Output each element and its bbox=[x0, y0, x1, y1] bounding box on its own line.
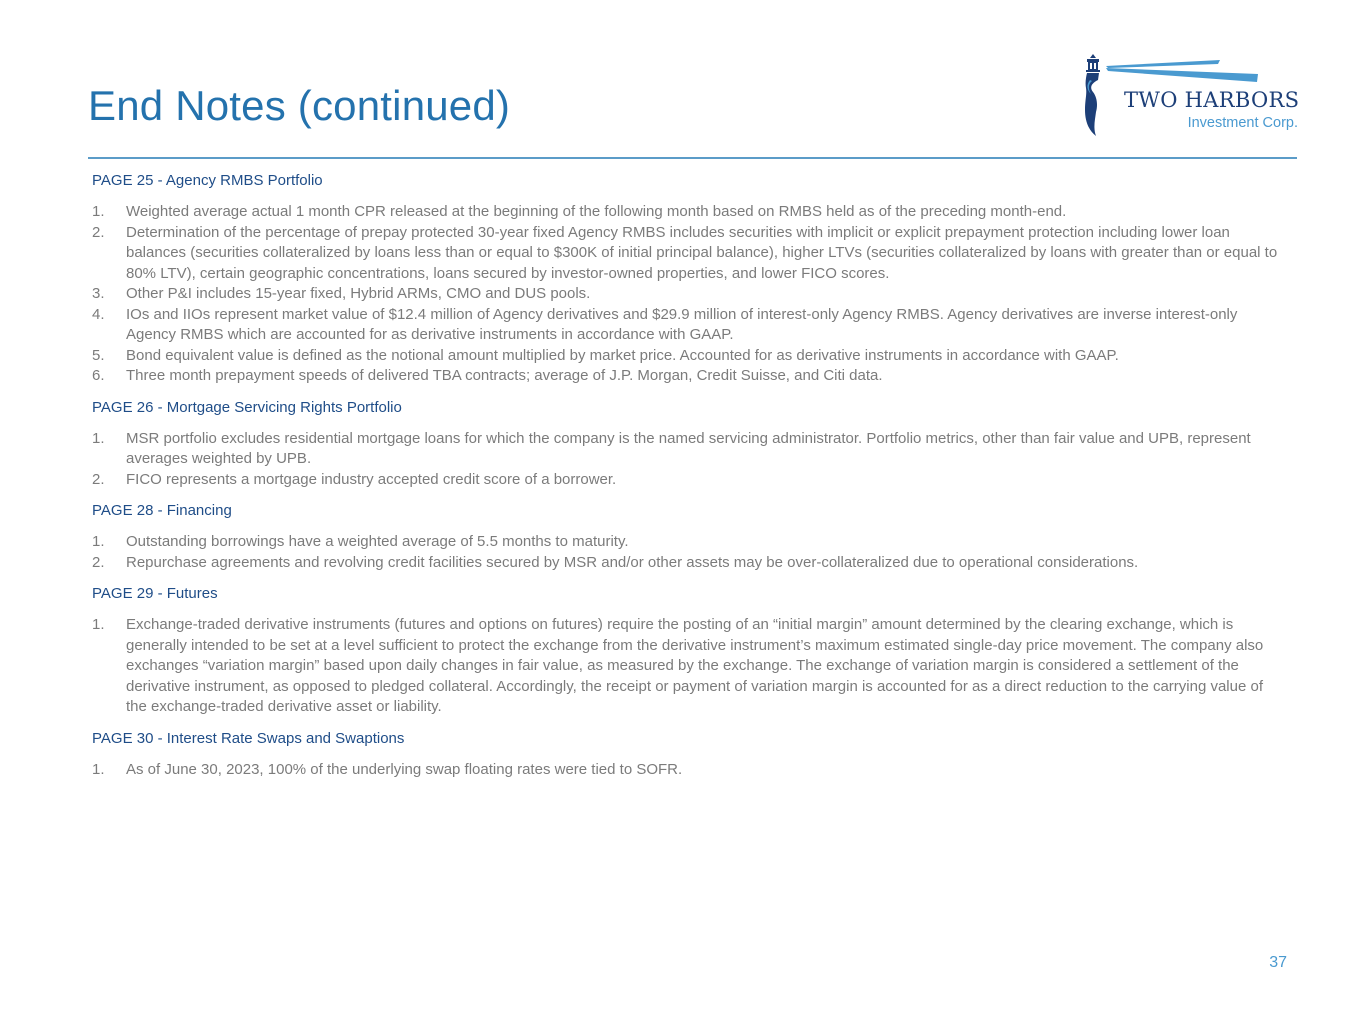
note-number: 1. bbox=[92, 203, 105, 220]
note-text: Outstanding borrowings have a weighted average of 5.5 months to maturity. bbox=[126, 533, 629, 550]
notes-list-page-30 bbox=[92, 760, 1282, 781]
note-number: 1. bbox=[92, 533, 105, 550]
list-item bbox=[92, 305, 1282, 346]
note-number: 1. bbox=[92, 760, 105, 778]
note-number: 5. bbox=[92, 346, 105, 364]
page-title: End Notes (continued) bbox=[88, 82, 511, 129]
note-text: Determination of the percentage of prepay protected 30-year fixed Agency RMBS includes securities with implicit or explicit prepayment protection including lower loan balances (securities collateralized by loans less than or equal to $300K of initial principal balance), higher LTVs (securities collateralized by loans with greater than or equal to 80% LTV), certain geographic concentrations, loans secured by investor-owned properties, and lower FICO scores. bbox=[126, 223, 1278, 282]
section-heading-page-25: PAGE 25 - Agency RMBS Portfolio bbox=[92, 172, 323, 189]
logo-name: TWO HARBORS bbox=[1124, 88, 1300, 112]
notes-list-page-29 bbox=[92, 615, 1282, 718]
note-number: 1. bbox=[92, 429, 105, 447]
header-divider bbox=[88, 157, 1297, 159]
note-number: 1. bbox=[92, 616, 105, 633]
note-number: 2. bbox=[92, 223, 105, 241]
section-heading-page-30: PAGE 30 - Interest Rate Swaps and Swaptions bbox=[92, 729, 405, 747]
list-item bbox=[92, 223, 1282, 285]
notes-list-page-25 bbox=[92, 202, 1282, 387]
note-text: Three month prepayment speeds of delivered TBA contracts; average of J.P. Morgan, Credit Suisse, and Citi data. bbox=[126, 367, 883, 384]
section-heading-page-26: PAGE 26 - Mortgage Servicing Rights Portfolio bbox=[92, 398, 402, 416]
list-item bbox=[92, 366, 1282, 387]
list-item bbox=[92, 532, 1282, 553]
note-text: Other P&I includes 15-year fixed, Hybrid ARMs, CMO and DUS pools. bbox=[126, 285, 591, 302]
section-heading-page-28: PAGE 28 - Financing bbox=[92, 502, 232, 519]
logo-subtitle: Investment Corp. bbox=[1187, 115, 1298, 131]
list-item bbox=[92, 615, 1282, 718]
notes-list-page-26 bbox=[92, 429, 1282, 491]
note-number: 2. bbox=[92, 470, 105, 488]
note-text: MSR portfolio excludes residential mortgage loans for which the company is the named servicing administrator. Portfolio metrics, other than fair value and UPB, represent averages weighted by UPB. bbox=[126, 429, 1251, 467]
list-item bbox=[92, 470, 1282, 491]
list-item bbox=[92, 284, 1282, 305]
list-item bbox=[92, 202, 1282, 223]
list-item bbox=[92, 346, 1282, 367]
page-number: 37 bbox=[1269, 954, 1287, 971]
two-harbors-logo bbox=[1076, 50, 1306, 142]
note-text: FICO represents a mortgage industry accepted credit score of a borrower. bbox=[126, 470, 617, 488]
list-item bbox=[92, 429, 1282, 470]
note-text: Bond equivalent value is defined as the notional amount multiplied by market price. Accounted for as derivative instruments in accordance with GAAP. bbox=[126, 346, 1119, 364]
notes-list-page-28 bbox=[92, 532, 1282, 573]
note-number: 2. bbox=[92, 553, 105, 571]
note-number: 6. bbox=[92, 367, 105, 384]
note-text: As of June 30, 2023, 100% of the underlying swap floating rates were tied to SOFR. bbox=[126, 760, 683, 778]
note-number: 3. bbox=[92, 285, 105, 302]
note-text: Repurchase agreements and revolving credit facilities secured by MSR and/or other assets may be over-collateralized due to operational considerations. bbox=[126, 553, 1139, 571]
list-item bbox=[92, 760, 1282, 781]
note-text: IOs and IIOs represent market value of $12.4 million of Agency derivatives and $29.9 million of interest-only Agency RMBS. Agency derivatives are inverse interest-only Agency RMBS which are accounted for as derivative instruments in accordance with GAAP. bbox=[126, 305, 1238, 343]
note-text: Weighted average actual 1 month CPR released at the beginning of the following month based on RMBS held as of the preceding month-end. bbox=[126, 203, 1067, 220]
note-text: Exchange-traded derivative instruments (futures and options on futures) require the posting of an “initial margin” amount determined by the clearing exchange, which is generally intended to be set at a level sufficient to protect the exchange from the derivative instrument’s maximum estimated single-day price movement. The company also exchanges “variation margin” based upon daily changes in fair value, as measured by the exchange. The exchange of variation margin is considered a settlement of the derivative instrument, as opposed to pledged collateral. Accordingly, the receipt or payment of variation margin is accounted for as a direct reduction to the carrying value of the exchange-traded derivative asset or liability. bbox=[126, 616, 1264, 715]
note-number: 4. bbox=[92, 305, 105, 323]
end-notes-content bbox=[92, 171, 1282, 791]
section-heading-page-29: PAGE 29 - Futures bbox=[92, 585, 218, 602]
list-item bbox=[92, 553, 1282, 574]
